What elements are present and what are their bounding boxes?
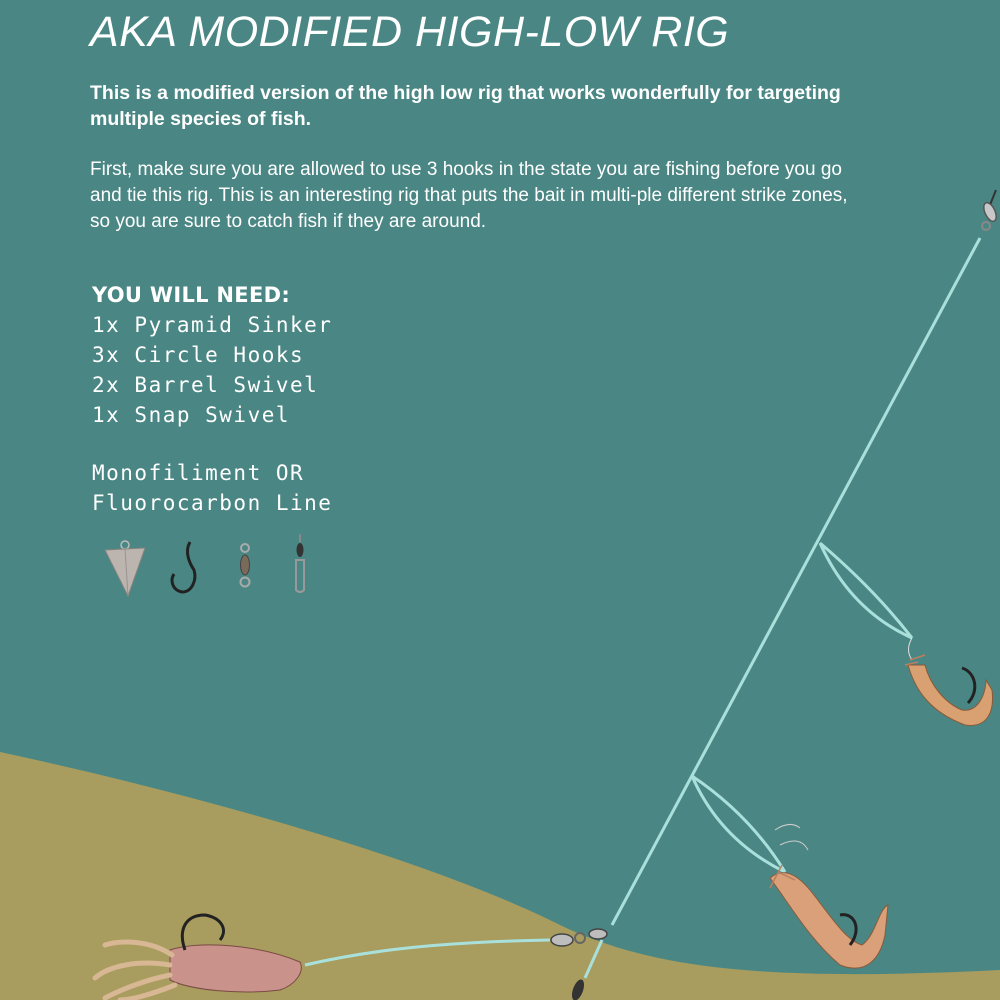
list-item: 2x Barrel Swivel [92,373,319,397]
dropper-loop-lower [692,776,785,872]
shrimp-bait-upper [905,638,993,725]
circle-hook-icon [172,542,195,592]
you-will-need-heading: YOU WILL NEED: [92,283,291,307]
tackle-icons [100,530,330,605]
body-text: First, make sure you are allowed to use 3 hooks in the state you are fishing before you go and tie this rig. This is an interesting rig that puts the bait in multi-ple different strike zones, so you are sure to catch fish if they are around. [90,159,848,232]
shrimp-bait-lower [770,824,888,968]
list-item: 1x Pyramid Sinker [92,313,333,337]
snap-swivel-icon [296,534,304,592]
pyramid-sinker-icon [105,541,145,596]
list-item: Fluorocarbon Line [92,491,333,515]
list-item: 3x Circle Hooks [92,343,305,367]
page-title: AKA MODIFIED HIGH-LOW RIG [90,8,730,56]
supply-list [92,310,332,430]
top-swivel [981,190,999,230]
dropper-loop-upper [820,543,912,638]
line-options [92,458,332,518]
list-item: 1x Snap Swivel [92,403,291,427]
barrel-swivel-icon [241,544,250,587]
main-line [612,238,980,925]
intro-text: This is a modified version of the high low rig that works wonderfully for targeting multiple species of fish. [90,82,841,130]
list-item: Monofiliment OR [92,461,305,485]
